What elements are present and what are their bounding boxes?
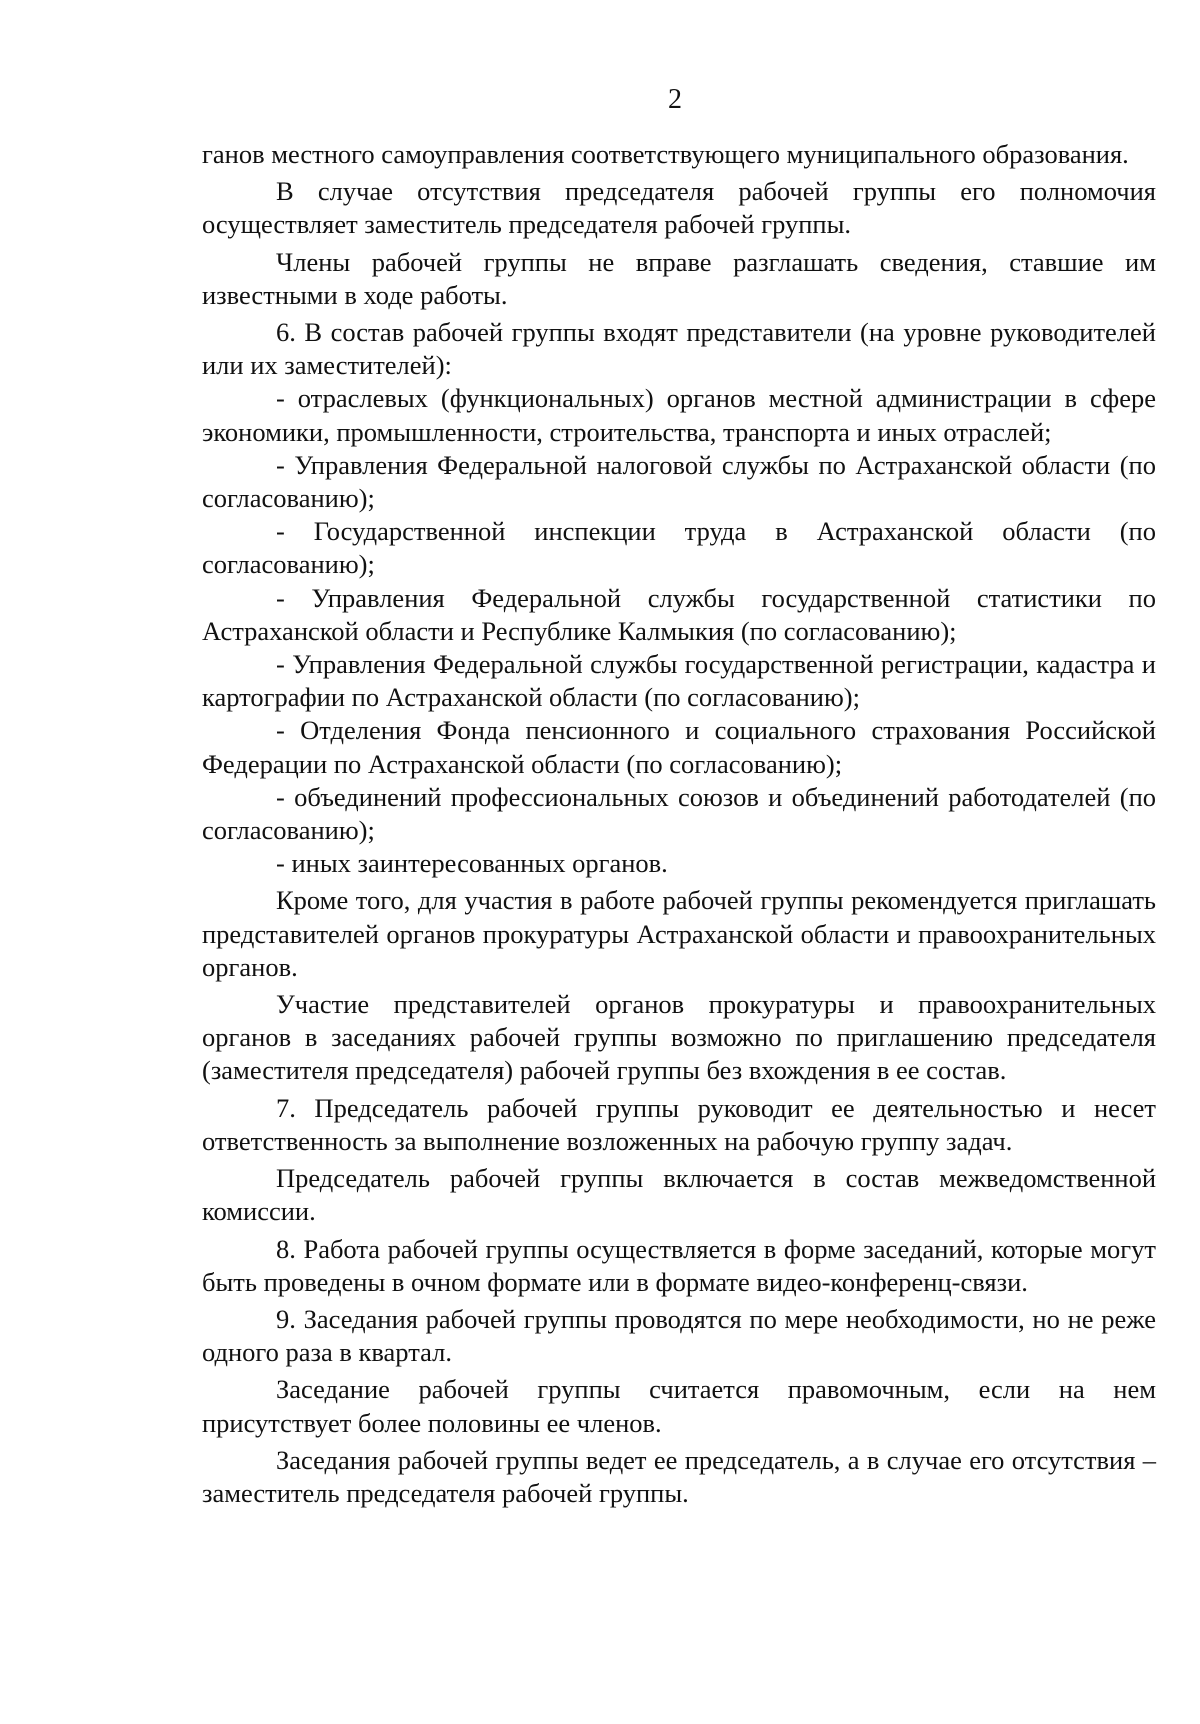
paragraph-continuation: ганов местного самоуправления соответствующего муниципального образования. [202,139,1129,169]
document-body [202,138,1156,1510]
list-item-registration-service: - Управления Федеральной службы государственной регистрации, кадастра и картографии по Астраханской области (по согласованию); [202,649,1156,713]
paragraph-prosecution-participation: Участие представителей органов прокуратуры и правоохранительных органов в заседаниях рабочей группы возможно по приглашению председателя (заместителя председателя) рабочей группы без вхождения в ее состав. [202,989,1156,1086]
paragraph-confidentiality: Члены рабочей группы не вправе разглашать сведения, ставшие им известными в ходе работы. [202,246,1156,310]
list-item-labor-inspection: - Государственной инспекции труда в Астраханской области (по согласованию); [202,516,1156,580]
paragraph-meeting-chair: Заседания рабочей группы ведет ее председатель, а в случае его отсутствия – заместитель председателя рабочей группы. [202,1444,1156,1508]
paragraph-item-9: 9. Заседания рабочей группы проводятся по мере необходимости, но не реже одного раза в квартал. [202,1303,1156,1368]
list-item-statistics-service: - Управления Федеральной службы государственной статистики по Астраханской области и Республике Калмыкия (по согласованию); [202,582,1156,646]
paragraph-item-8: 8. Работа рабочей группы осуществляется в форме заседаний, которые могут быть проведены в очном формате или в формате видео-конференц-связи. [202,1233,1156,1297]
list-item-trade-unions: - объединений профессиональных союзов и объединений работодателей (по согласованию); [202,781,1156,846]
list-item-other-bodies: - иных заинтересованных органов. [276,848,668,879]
paragraph-quorum: Заседание рабочей группы считается правомочным, если на нем присутствует более половины ее членов. [202,1374,1156,1438]
paragraph-chair-absence: В случае отсутствия председателя рабочей группы его полномочия осуществляет заместитель председателя рабочей группы. [202,176,1156,240]
paragraph-item-7: 7. Председатель рабочей группы руководит ее деятельностью и несет ответственность за выполнение возложенных на рабочую группу задач. [202,1092,1156,1156]
list-item-sector-bodies: - отраслевых (функциональных) органов местной администрации в сфере экономики, промышленности, строительства, транспорта и иных отраслей; [202,383,1156,447]
list-item-tax-service: - Управления Федеральной налоговой службы по Астраханской области (по согласованию); [202,449,1156,514]
paragraph-chair-commission: Председатель рабочей группы включается в состав межведомственной комиссии. [202,1163,1156,1227]
paragraph-item-6: 6. В состав рабочей группы входят представители (на уровне руководителей или их заместителей): [202,317,1156,381]
list-item-pension-fund: - Отделения Фонда пенсионного и социального страхования Российской Федерации по Астраханской области (по согласованию); [202,715,1156,779]
page-number: 2 [668,84,682,115]
paragraph-invitation: Кроме того, для участия в работе рабочей группы рекомендуется приглашать представителей органов прокуратуры Астраханской области и правоохранительных органов. [202,885,1156,982]
